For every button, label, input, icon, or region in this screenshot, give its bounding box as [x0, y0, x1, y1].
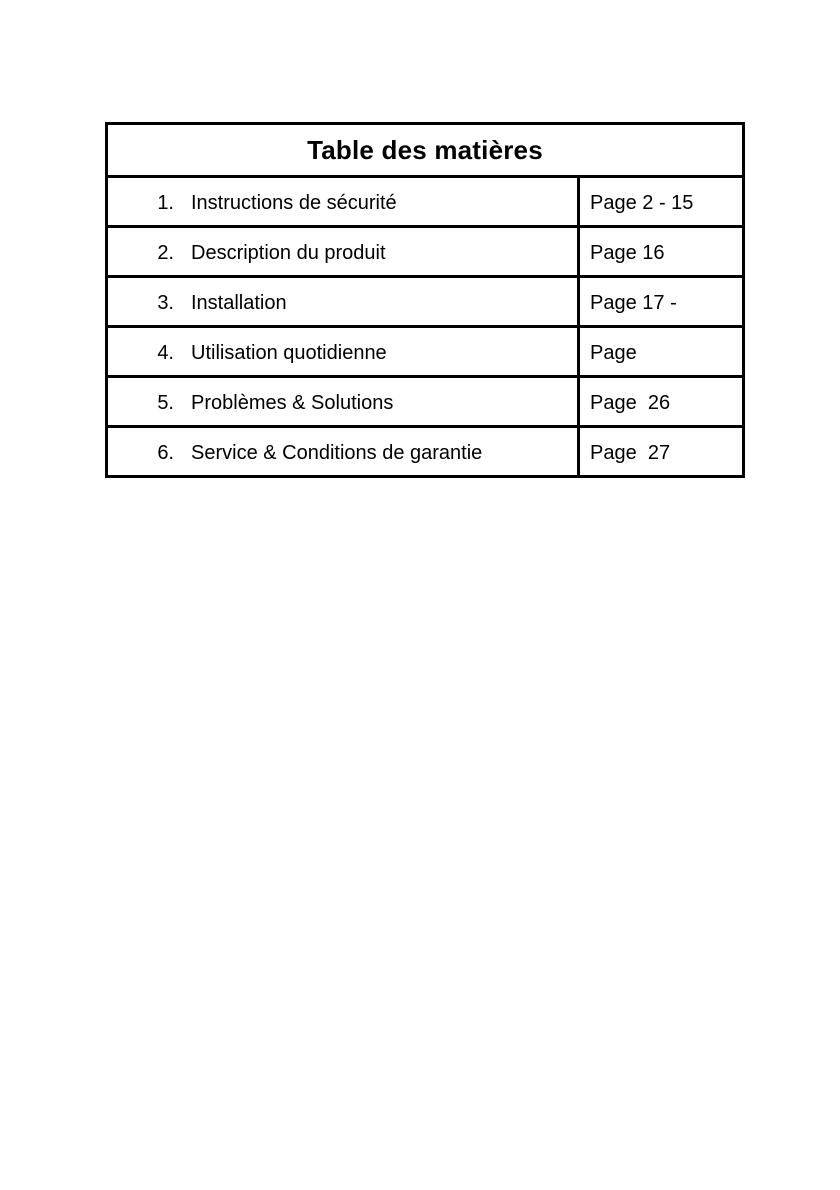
toc-page-ref: Page 27 — [590, 442, 671, 464]
toc-entry — [108, 428, 580, 475]
toc-label: Service & Conditions de garantie — [191, 442, 483, 464]
toc-row — [108, 378, 742, 428]
toc-page-ref: Page 2 - 15 — [590, 192, 694, 214]
toc-page-ref: Page 26 — [590, 392, 671, 414]
toc-number: 2. — [157, 242, 174, 264]
toc-number: 6. — [157, 442, 174, 464]
toc-label: Utilisation quotidienne — [191, 342, 387, 364]
toc-row — [108, 178, 742, 228]
toc-row — [108, 328, 742, 378]
toc-entry — [108, 328, 580, 375]
toc-number: 1. — [157, 192, 174, 214]
toc-number: 5. — [157, 392, 174, 414]
toc-entry — [108, 378, 580, 425]
toc-entry — [108, 178, 580, 225]
toc-label: Installation — [191, 292, 287, 314]
toc-title: Table des matières — [307, 134, 543, 165]
toc-label: Description du produit — [191, 242, 386, 264]
toc-entry — [108, 228, 580, 275]
toc-page-ref: Page 17 - — [590, 292, 677, 314]
toc-page-ref: Page — [590, 342, 637, 364]
toc-number: 3. — [157, 292, 174, 314]
toc-row — [108, 228, 742, 278]
toc-label: Problèmes & Solutions — [191, 392, 394, 414]
toc-page-ref: Page 16 — [590, 242, 665, 264]
toc-label: Instructions de sécurité — [191, 192, 397, 214]
table-of-contents — [105, 122, 745, 478]
toc-header — [108, 125, 742, 178]
toc-row — [108, 428, 742, 475]
toc-number: 4. — [157, 342, 174, 364]
toc-entry — [108, 278, 580, 325]
toc-row — [108, 278, 742, 328]
